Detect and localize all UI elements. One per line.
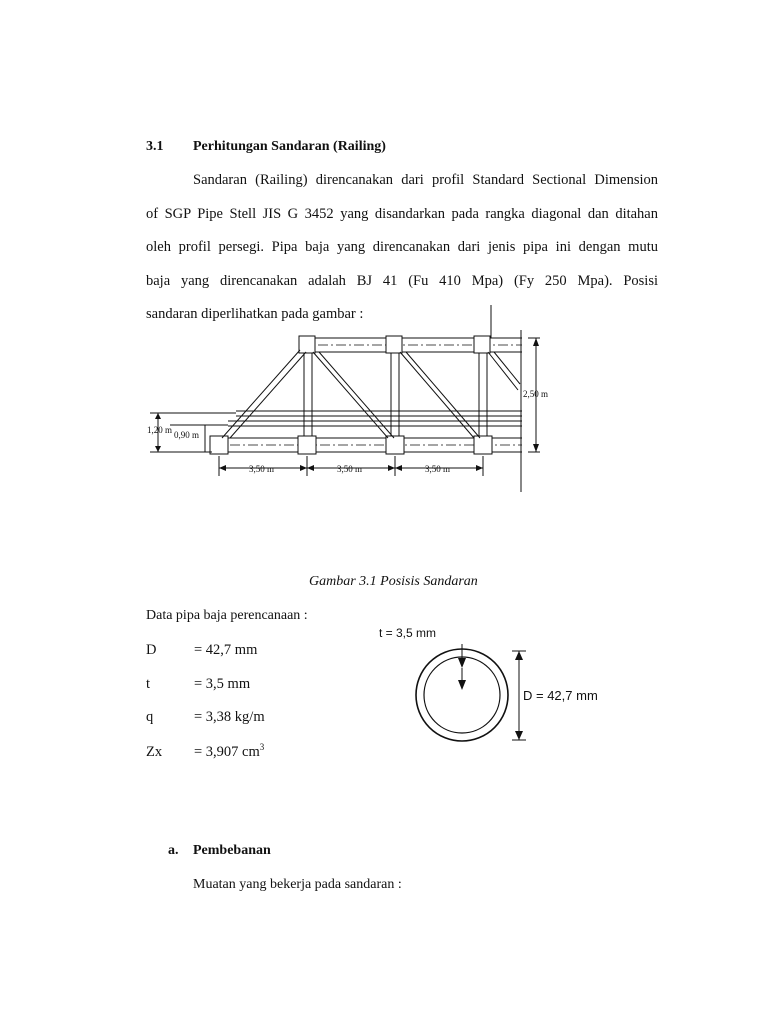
paragraph-line: baja yang direncanakan adalah BJ 41 (Fu 410 Mpa) (Fy 250 Mpa). Posisi bbox=[146, 273, 658, 289]
data-symbol: D bbox=[146, 642, 157, 658]
data-symbol: q bbox=[146, 709, 154, 725]
subsection-label: a. bbox=[168, 843, 179, 858]
pipe-diameter-label: D = 42,7 mm bbox=[523, 688, 598, 703]
data-value: = 42,7 mm bbox=[194, 642, 258, 658]
pipe-data-intro: Data pipa baja perencanaan : bbox=[146, 608, 308, 623]
subsection-text: Muatan yang bekerja pada sandaran : bbox=[193, 877, 402, 892]
section-number: 3.1 bbox=[146, 139, 164, 154]
paragraph-line: sandaran diperlihatkan pada gambar : bbox=[146, 306, 364, 322]
figure-caption: Gambar 3.1 Posisis Sandaran bbox=[309, 574, 478, 589]
dim-railing-top: 1,20 m bbox=[147, 425, 173, 435]
data-value: = 3,907 cm bbox=[194, 743, 260, 760]
paragraph-line: Sandaran (Railing) direncanakan dari profil Standard Sectional Dimension bbox=[193, 172, 658, 188]
data-value: = 3,5 mm bbox=[194, 676, 251, 692]
section-title: Perhitungan Sandaran (Railing) bbox=[193, 139, 386, 154]
data-row-thickness bbox=[146, 676, 250, 693]
dim-railing-low: 0,90 m bbox=[174, 430, 200, 440]
paragraph-line: oleh profil persegi. Pipa baja yang direncanakan dari jenis pipa ini dengan mutu bbox=[146, 239, 658, 255]
data-row-section-modulus bbox=[146, 742, 264, 761]
pipe-cross-section bbox=[370, 620, 630, 760]
paragraph-line: of SGP Pipe Stell JIS G 3452 yang disandarkan pada rangka diagonal dan ditahan bbox=[146, 206, 658, 222]
data-row-weight bbox=[146, 709, 265, 726]
pipe-thickness-label: t = 3,5 mm bbox=[379, 626, 437, 640]
subsection-title: Pembebanan bbox=[193, 843, 271, 858]
dim-span-2: 3,50 m bbox=[337, 464, 363, 474]
data-value: = 3,38 kg/m bbox=[194, 709, 265, 725]
data-row-diameter bbox=[146, 642, 257, 659]
data-superscript: 3 bbox=[259, 742, 265, 752]
dim-span-3: 3,50 m bbox=[425, 464, 451, 474]
data-symbol: Zx bbox=[146, 743, 163, 760]
dim-total-height: 2,50 m bbox=[523, 389, 549, 399]
dim-span-1: 3,50 m bbox=[249, 464, 275, 474]
data-symbol: t bbox=[146, 676, 151, 692]
